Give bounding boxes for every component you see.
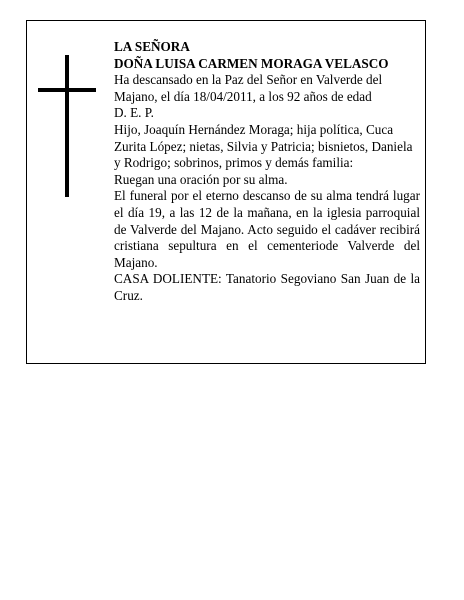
- mourning-house-line: CASA DOLIENTE: Tanatorio Segoviano San Juan de la Cruz.: [114, 271, 420, 303]
- cross-icon: [38, 55, 96, 197]
- family-line: Hijo, Joaquín Hernández Moraga; hija política, Cuca Zurita López; nietas, Silvia y Patricia; bisnietos, Daniela y Rodrigo; sobrinos, primos y demás familia:: [114, 121, 413, 171]
- obituary-notice: [26, 20, 426, 364]
- notice-text: [114, 39, 420, 305]
- rip-line: D. E. P.: [114, 105, 154, 121]
- deceased-name: DOÑA LUISA CARMEN MORAGA VELASCO: [114, 55, 389, 71]
- notice-heading: LA SEÑORA: [114, 39, 190, 54]
- funeral-paragraph: El funeral por el eterno descanso de su alma tendrá lugar el día 19, a las 12 de la mañana, en la iglesia parroquial de Valverde del Majano. Acto seguido el cadáver recibirá cristiana sepultura en el cementeriode Valverde del Majano.: [114, 188, 420, 270]
- prayer-line: Ruegan una oración por su alma.: [114, 171, 288, 187]
- rest-line: Ha descansado en la Paz del Señor en Valverde del Majano, el día 18/04/2011, a los 92 años de edad: [114, 72, 383, 104]
